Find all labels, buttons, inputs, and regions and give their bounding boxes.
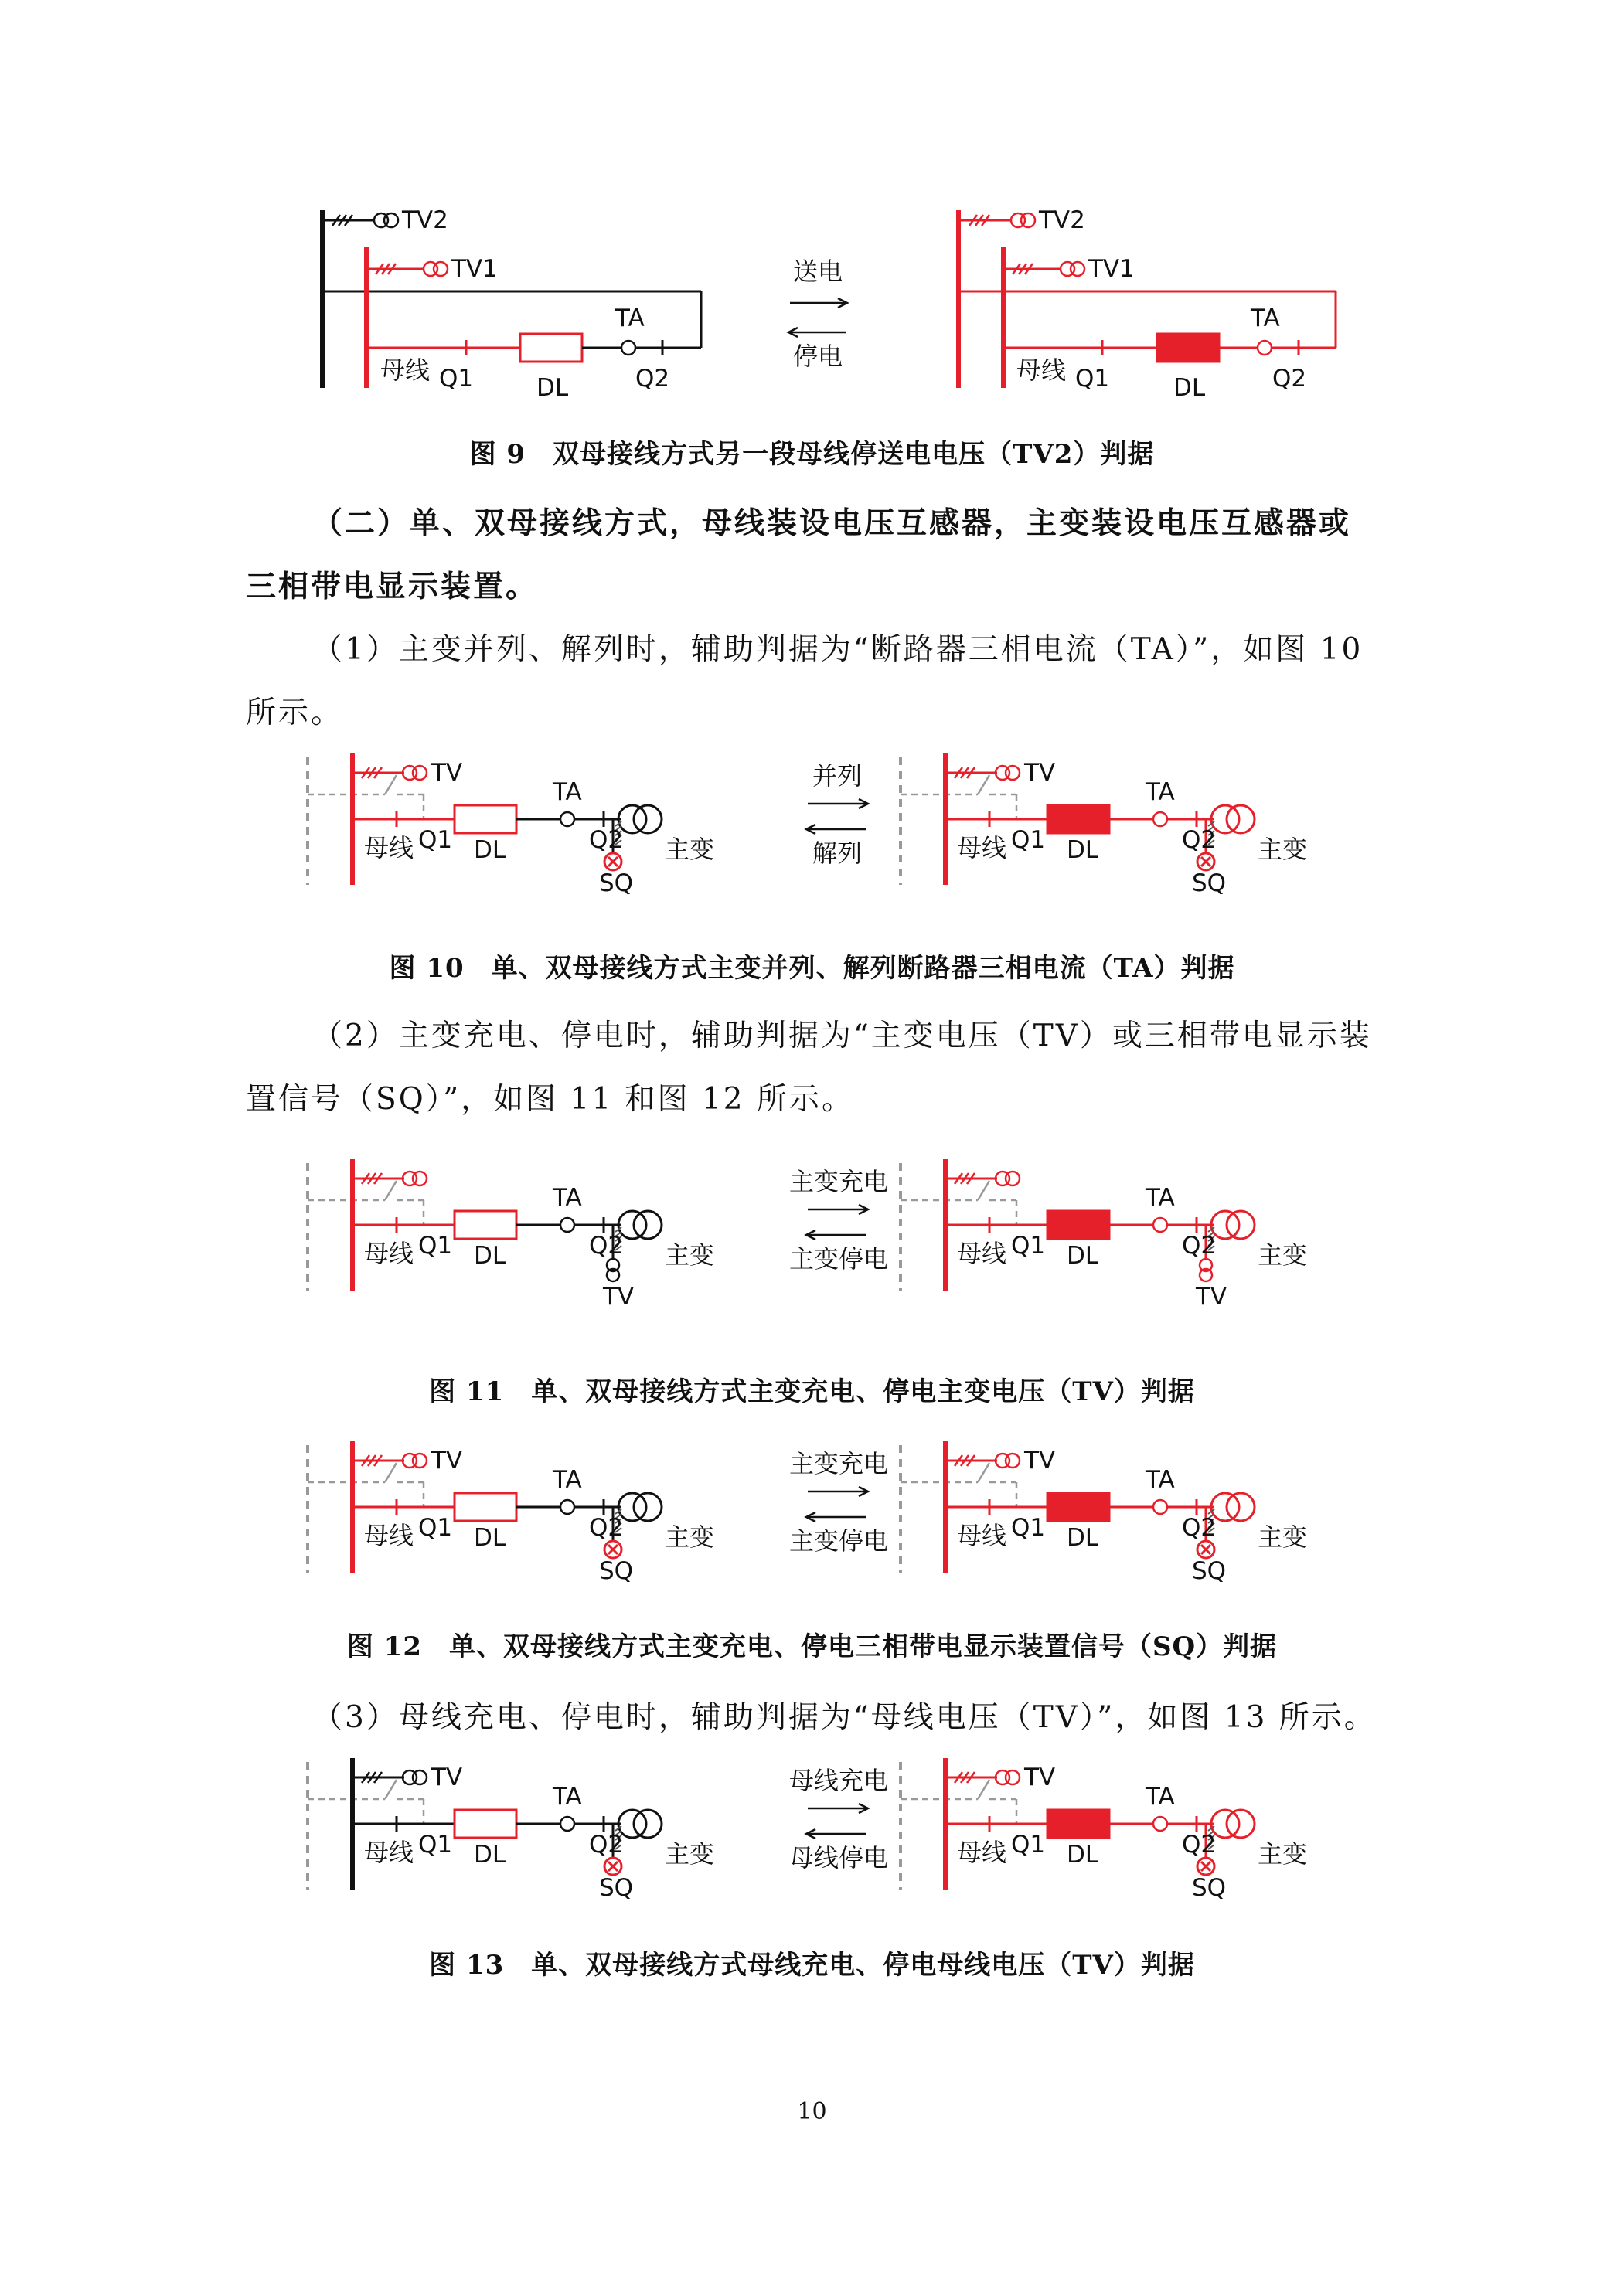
left-diagram — [308, 1159, 714, 1311]
left-diagram — [308, 753, 714, 897]
label-q1: Q1 — [1075, 365, 1110, 393]
item-1-line-1: （1）主变并列、解列时，辅助判据为“断路器三相电流（TA）”，如图 10 — [312, 632, 1364, 667]
fig9-right-diagram — [958, 206, 1336, 402]
figure-11 — [0, 1151, 1624, 1329]
current-transformer-icon — [1153, 1218, 1167, 1232]
label-ta: TA — [553, 1466, 582, 1494]
label-main-transformer: 主变 — [665, 1240, 715, 1270]
figure-12 — [0, 1434, 1624, 1611]
label-tv: TV — [431, 1764, 463, 1791]
label-busbar: 母线 — [957, 1521, 1007, 1550]
ground-hatch-icon — [1013, 264, 1033, 274]
disconnector-icon — [385, 1181, 397, 1200]
current-transformer-icon — [560, 1218, 574, 1232]
label-sq: SQ — [1192, 1874, 1227, 1902]
label-busbar: 母线 — [380, 355, 431, 385]
label-q2: Q2 — [1182, 1514, 1217, 1542]
ground-hatch-icon — [362, 1772, 382, 1783]
label-busbar: 母线 — [957, 1239, 1007, 1268]
figure-13 — [0, 1750, 1624, 1928]
label-dl: DL — [474, 1524, 506, 1552]
label-tv: TV — [603, 1283, 635, 1311]
label-tv1: TV1 — [1088, 255, 1135, 283]
label-ta: TA — [1146, 1466, 1175, 1494]
disconnector-icon — [385, 775, 397, 794]
left-diagram — [308, 1758, 714, 1902]
arrow-label-forward: 主变充电 — [789, 1449, 889, 1478]
fig9-state-arrows — [788, 257, 847, 371]
label-tv: TV — [431, 759, 463, 787]
page-number: 10 — [797, 2098, 827, 2125]
right-diagram — [901, 1758, 1307, 1902]
breaker-dl-open — [455, 1810, 516, 1838]
disconnector-icon — [385, 1780, 397, 1799]
label-dl: DL — [474, 836, 506, 864]
label-dl: DL — [1173, 374, 1206, 402]
ground-hatch-icon — [969, 215, 989, 226]
disconnector-icon — [978, 775, 989, 794]
label-busbar: 母线 — [957, 1838, 1007, 1867]
disconnector-icon — [978, 1780, 989, 1799]
label-dl: DL — [536, 374, 569, 402]
label-tv: TV — [1024, 759, 1056, 787]
label-ta: TA — [553, 1184, 582, 1212]
label-q2: Q2 — [1272, 365, 1307, 393]
ground-hatch-icon — [955, 1772, 975, 1783]
current-transformer-icon — [1153, 812, 1167, 826]
label-sq: SQ — [599, 1874, 634, 1902]
label-busbar: 母线 — [1016, 355, 1067, 385]
label-q1: Q1 — [1011, 826, 1046, 854]
label-q1: Q1 — [418, 1831, 453, 1859]
ground-hatch-icon — [955, 1455, 975, 1466]
ground-hatch-icon — [362, 1455, 382, 1466]
arrow-label-back: 母线停电 — [789, 1843, 889, 1873]
arrow-label-forward: 主变充电 — [789, 1167, 889, 1196]
breaker-dl-open — [455, 1211, 516, 1239]
figure-9 — [0, 193, 1624, 410]
label-q1: Q1 — [418, 826, 453, 854]
disconnector-icon — [385, 1463, 397, 1482]
item-2-line-1: （2）主变充电、停电时，辅助判据为“主变电压（TV）或三相带电显示装 — [312, 1019, 1372, 1053]
figure-10-caption: 图 10 单、双母接线方式主变并列、解列断路器三相电流（TA）判据 — [389, 953, 1235, 984]
right-diagram — [901, 1441, 1307, 1585]
item-3-paragraph — [246, 1686, 1390, 1750]
label-sq: SQ — [599, 1557, 634, 1585]
state-arrows — [789, 1766, 888, 1873]
arrow-label-forward: 母线充电 — [789, 1766, 889, 1795]
label-q1: Q1 — [418, 1514, 453, 1542]
label-ta: TA — [1146, 1783, 1175, 1811]
item-2-paragraph — [246, 1005, 1390, 1131]
state-arrows — [806, 761, 868, 868]
disconnector-icon — [978, 1181, 989, 1200]
current-transformer-icon — [560, 1500, 574, 1514]
label-ta: TA — [1251, 304, 1280, 332]
ground-hatch-icon — [362, 1173, 382, 1184]
label-q2: Q2 — [589, 1232, 624, 1260]
current-transformer-icon — [560, 1817, 574, 1831]
label-q2: Q2 — [589, 826, 624, 854]
label-tv: TV — [1196, 1283, 1227, 1311]
breaker-dl-closed — [1047, 805, 1109, 833]
label-ta: TA — [1146, 778, 1175, 806]
ground-hatch-icon — [332, 215, 352, 226]
label-q2: Q2 — [1182, 1232, 1217, 1260]
heading-line-1: （二）单、双母接线方式，母线装设电压互感器，主变装设电压互感器或 — [312, 505, 1352, 541]
state-arrows — [789, 1167, 888, 1274]
arrow-label-back: 主变停电 — [789, 1244, 889, 1274]
breaker-dl-open — [455, 1493, 516, 1521]
label-q1: Q1 — [418, 1232, 453, 1260]
label-main-transformer: 主变 — [1258, 1839, 1308, 1869]
label-tv2: TV2 — [1039, 206, 1085, 234]
label-busbar: 母线 — [364, 1239, 414, 1268]
item-2-line-2: 置信号（SQ）”，如图 11 和图 12 所示。 — [246, 1082, 854, 1117]
arrow-label-back: 主变停电 — [789, 1526, 889, 1556]
current-transformer-icon — [1258, 341, 1272, 355]
figure-9-caption: 图 9 双母接线方式另一段母线停送电电压（TV2）判据 — [469, 439, 1155, 470]
current-transformer-icon — [621, 341, 635, 355]
arrow-label-back: 停电 — [793, 342, 843, 371]
label-dl: DL — [1067, 1841, 1099, 1869]
label-tv: TV — [1024, 1447, 1056, 1475]
label-sq: SQ — [1192, 1557, 1227, 1585]
label-main-transformer: 主变 — [1258, 835, 1308, 864]
ground-hatch-icon — [955, 1173, 975, 1184]
label-busbar: 母线 — [364, 1838, 414, 1867]
label-main-transformer: 主变 — [665, 835, 715, 864]
label-ta: TA — [553, 1783, 582, 1811]
label-q1: Q1 — [1011, 1831, 1046, 1859]
right-diagram — [901, 753, 1307, 897]
arrow-label-forward: 送电 — [793, 257, 843, 286]
label-q1: Q1 — [439, 365, 474, 393]
label-tv2: TV2 — [402, 206, 448, 234]
current-transformer-icon — [1153, 1500, 1167, 1514]
ground-hatch-icon — [955, 767, 975, 778]
heading-line-2: 三相带电显示装置。 — [246, 569, 539, 604]
label-tv: TV — [1024, 1764, 1056, 1791]
breaker-dl-closed — [1157, 334, 1219, 362]
fig9-left-diagram — [322, 206, 701, 402]
current-transformer-icon — [560, 812, 574, 826]
label-busbar: 母线 — [957, 833, 1007, 862]
label-q2: Q2 — [589, 1514, 624, 1542]
label-dl: DL — [474, 1242, 506, 1270]
label-busbar: 母线 — [364, 833, 414, 862]
label-tv1: TV1 — [451, 255, 498, 283]
left-diagram — [308, 1441, 714, 1585]
item-3-line-1: （3）母线充电、停电时，辅助判据为“母线电压（TV）”，如图 13 所示。 — [312, 1700, 1377, 1735]
label-dl: DL — [1067, 836, 1099, 864]
right-diagram — [901, 1159, 1307, 1311]
label-sq: SQ — [1192, 869, 1227, 897]
item-1-paragraph — [246, 618, 1390, 745]
label-dl: DL — [1067, 1242, 1099, 1270]
section-2-heading — [246, 492, 1390, 618]
state-arrows — [789, 1449, 888, 1556]
label-q2: Q2 — [1182, 1831, 1217, 1859]
label-q1: Q1 — [1011, 1232, 1046, 1260]
arrow-label-forward: 并列 — [812, 761, 863, 791]
breaker-dl-open — [520, 334, 582, 362]
ground-hatch-icon — [362, 767, 382, 778]
label-q2: Q2 — [635, 365, 670, 393]
breaker-dl-closed — [1047, 1810, 1109, 1838]
label-ta: TA — [1146, 1184, 1175, 1212]
arrow-label-back: 解列 — [812, 838, 863, 868]
label-busbar: 母线 — [364, 1521, 414, 1550]
label-ta: TA — [615, 304, 645, 332]
label-main-transformer: 主变 — [1258, 1240, 1308, 1270]
breaker-dl-closed — [1047, 1211, 1109, 1239]
breaker-dl-closed — [1047, 1493, 1109, 1521]
label-main-transformer: 主变 — [1258, 1522, 1308, 1552]
item-1-line-2: 所示。 — [246, 696, 344, 730]
current-transformer-icon — [1153, 1817, 1167, 1831]
label-q2: Q2 — [589, 1831, 624, 1859]
label-q1: Q1 — [1011, 1514, 1046, 1542]
label-tv: TV — [431, 1447, 463, 1475]
label-main-transformer: 主变 — [665, 1522, 715, 1552]
label-dl: DL — [474, 1841, 506, 1869]
label-main-transformer: 主变 — [665, 1839, 715, 1869]
figure-12-caption: 图 12 单、双母接线方式主变充电、停电三相带电显示装置信号（SQ）判据 — [346, 1631, 1278, 1662]
label-ta: TA — [553, 778, 582, 806]
figure-11-caption: 图 11 单、双母接线方式主变充电、停电主变电压（TV）判据 — [429, 1376, 1195, 1407]
label-q2: Q2 — [1182, 826, 1217, 854]
figure-10 — [0, 746, 1624, 924]
ground-hatch-icon — [376, 264, 396, 274]
label-dl: DL — [1067, 1524, 1099, 1552]
breaker-dl-open — [455, 805, 516, 833]
label-sq: SQ — [599, 869, 634, 897]
figure-13-caption: 图 13 单、双母接线方式母线充电、停电母线电压（TV）判据 — [429, 1950, 1195, 1981]
disconnector-icon — [978, 1463, 989, 1482]
